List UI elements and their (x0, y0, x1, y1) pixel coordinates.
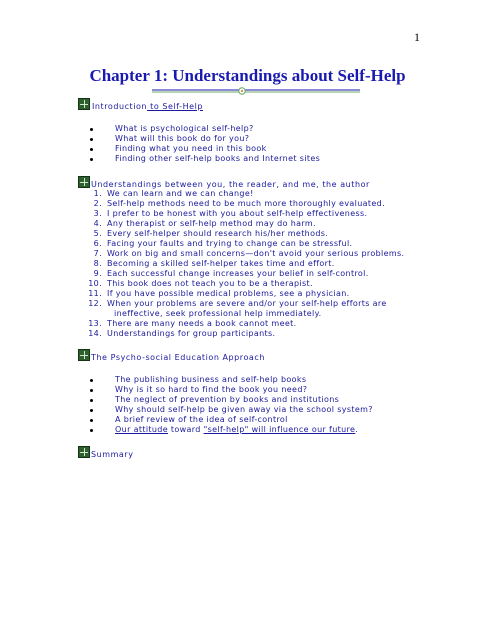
self-help-influence-link[interactable]: "self-help" will influence our future (203, 425, 356, 434)
list-item: What will this book do for you? (90, 134, 430, 144)
section-understandings-heading: Understandings between you, the reader, and me, the author (91, 180, 370, 189)
section-psycho-social-heading: The Psycho-social Education Approach (91, 353, 265, 362)
list-item: Finding other self-help books and Internet sites (90, 154, 430, 164)
our-attitude-link[interactable]: Our attitude (115, 425, 169, 434)
section-icon (78, 349, 90, 361)
title-divider (150, 86, 362, 96)
section-summary-heading: Summary (91, 450, 134, 459)
page-number: 1 (414, 30, 420, 44)
list-item: Finding what you need in this book (90, 144, 430, 154)
section-icon (78, 446, 90, 458)
document-page: 1 Chapter 1: Understandings about Self-Help Introduction to Self-Help What is psychological self-help? What will this book do for you? Finding what you need in this book Finding other self-help books and Internet sites Understandings between you, the reader, and me, the author 1. We can learn and we can change! 2. Self-help methods need to be much more thoroughly evaluated. 3. I prefer to be honest with you about self-help effectiveness. 4. Any therapist or self-help method may do harm. 5. Every self-helper should research his/her methods. 6. Facing your faults and trying to change can be stressful. 7. Work on big and small concerns—don't avoid your serious problems. 8. Becoming a skilled self-helper takes time and effort. 9. Each successful change increases your belief in self-control. 10. This book does not teach you to be a therapist. 11. If you have possible medical problems, see a physician. 12. When your problems are severe and/or your self-help efforts are ineffective, seek professional help immediately. 13. There are many needs a book cannot meet. 14. Understandings for group participants. The Psycho-social Education Approach The publishing business and self-help books Why is it so hard to find the book you need? The neglect of prevention by books and institutions Why should self-help be given away via the school system? A brief review of the idea of self-control Our attitude toward "self-help" will influence our future. Summary (0, 0, 495, 640)
list-item: What is psychological self-help? (90, 124, 430, 134)
section-introduction-heading[interactable]: Introduction to Self-Help (92, 102, 204, 111)
introduction-link[interactable]: to Self-Help (147, 102, 204, 111)
chapter-title: Chapter 1: Understandings about Self-Help (89, 66, 406, 85)
section-icon (78, 176, 90, 188)
section-icon (78, 98, 90, 110)
